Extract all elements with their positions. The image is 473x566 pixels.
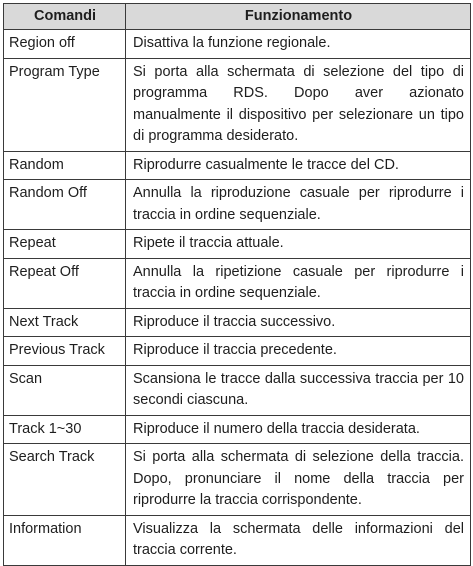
- command-description: Annulla la riproduzione casuale per riprodurre i traccia in ordine sequenziale.: [126, 180, 471, 230]
- command-description: Si porta alla schermata di selezione del tipo di programma RDS. Dopo aver azionato manualmente il dispositivo per selezionare un tipo di programma desiderato.: [126, 58, 471, 151]
- command-description: Riproduce il numero della traccia desiderata.: [126, 415, 471, 444]
- command-name: Track 1~30: [4, 415, 126, 444]
- command-name: Repeat Off: [4, 258, 126, 308]
- command-name: Next Track: [4, 308, 126, 337]
- table-row: [4, 337, 471, 366]
- table-row: [4, 151, 471, 180]
- command-name: Repeat: [4, 230, 126, 259]
- command-description: Scansiona le tracce dalla successiva traccia per 10 secondi ciascuna.: [126, 365, 471, 415]
- table-header-row: [4, 4, 471, 30]
- command-description: Ripete il traccia attuale.: [126, 230, 471, 259]
- command-name: Scan: [4, 365, 126, 415]
- command-name: Previous Track: [4, 337, 126, 366]
- commands-table: [3, 3, 471, 566]
- command-name: Region off: [4, 30, 126, 59]
- command-description: Riproduce il traccia successivo.: [126, 308, 471, 337]
- table-row: [4, 515, 471, 565]
- table-row: [4, 258, 471, 308]
- table-row: [4, 58, 471, 151]
- table-row: [4, 444, 471, 516]
- command-description: Disattiva la funzione regionale.: [126, 30, 471, 59]
- command-name: Random: [4, 151, 126, 180]
- command-name: Program Type: [4, 58, 126, 151]
- command-name: Information: [4, 515, 126, 565]
- command-description: Annulla la ripetizione casuale per riprodurre i traccia in ordine sequenziale.: [126, 258, 471, 308]
- column-header-commands: Comandi: [4, 4, 126, 30]
- command-name: Random Off: [4, 180, 126, 230]
- command-description: Si porta alla schermata di selezione della traccia. Dopo, pronunciare il nome della traccia per riprodurre la traccia corrispondente.: [126, 444, 471, 516]
- table-row: [4, 230, 471, 259]
- command-name: Search Track: [4, 444, 126, 516]
- column-header-function: Funzionamento: [126, 4, 471, 30]
- command-description: Riproduce il traccia precedente.: [126, 337, 471, 366]
- table-row: [4, 308, 471, 337]
- command-description: Visualizza la schermata delle informazioni del traccia corrente.: [126, 515, 471, 565]
- table-row: [4, 415, 471, 444]
- table-row: [4, 365, 471, 415]
- table-row: [4, 180, 471, 230]
- command-description: Riprodurre casualmente le tracce del CD.: [126, 151, 471, 180]
- table-row: [4, 30, 471, 59]
